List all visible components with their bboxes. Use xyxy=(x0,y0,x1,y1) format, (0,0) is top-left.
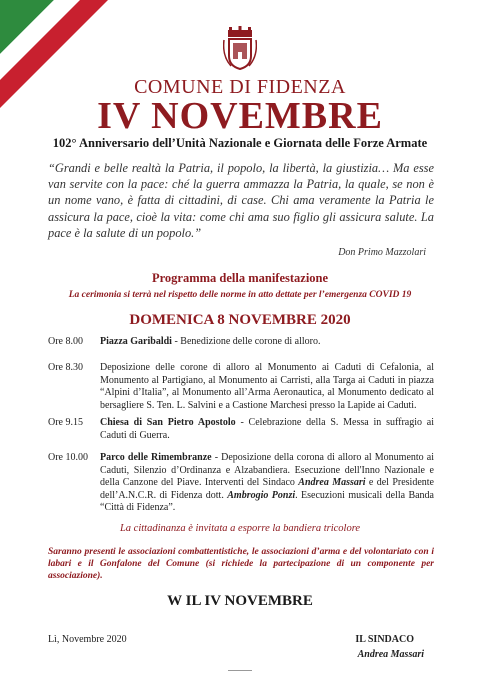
footer-divider xyxy=(228,670,252,671)
event-item xyxy=(48,362,434,412)
mayor-title: IL SINDACO xyxy=(355,634,414,645)
page-title: IV NOVEMBRE xyxy=(97,95,383,137)
program-note: La cerimonia si terrà nel rispetto delle norme in atto dettate per l’emergenza COVID 19 xyxy=(68,290,412,300)
mayor-name: Andrea Massari xyxy=(298,477,366,489)
invitation-text: La cittadinanza è invitata a esporre la bandiera tricolore xyxy=(119,523,361,534)
event-time: Ore 9.15 xyxy=(48,417,83,428)
event-time: Ore 8.00 xyxy=(48,336,83,347)
event-description: e del Presidente dell’A.N.C.R. di Fidenza dott. xyxy=(100,477,434,501)
closing-slogan: W IL IV NOVEMBRE xyxy=(167,593,313,609)
event-description: - Benedizione delle corone di alloro. xyxy=(171,336,321,347)
event-item xyxy=(48,336,434,349)
event-item xyxy=(48,452,434,515)
event-description: - Celebrazione della S. Messa in suffragio ai Caduti di Guerra. xyxy=(100,417,434,441)
page-subtitle: 102° Anniversario dell’Unità Nazionale e Giornata delle Forze Armate xyxy=(52,136,428,150)
event-description: Deposizione delle corone di alloro al Monumento ai Caduti di Cefalonia, al Monumento al Partigiano, al Monumento ai Carristi, alla Targa ai Caduti in piazza “Alpini d’Italia”, al Monumento all’Arma Aeronautica, al Monumento dedicato al bersagliere S. Ten. L. Salvini e a Castione Marchesi presso la Lapide ai Caduti. xyxy=(100,362,434,411)
president-name: Ambrogio Ponzi xyxy=(227,489,296,501)
event-description: . Esecuzioni musicali della Banda “Città di Fidenza”. xyxy=(100,489,434,514)
comune-heading: COMUNE DI FIDENZA xyxy=(134,76,346,98)
event-time: Ore 10.00 xyxy=(48,452,88,463)
city-crest-icon xyxy=(223,26,257,70)
quote-text: “Grandi e belle realtà la Patria, il popolo, la libertà, la giustizia… Ma esse van servite con la pace: ché la guerra ammazza la Patria, la quale, se non è un nome vano, è fatta di cittadini, di case. Chi ama veramente la Patria le assicura la pace, cioè la vita: come chi ama suo figlio gli assicura salute. La pace è la salute di un popolo.” xyxy=(48,161,434,240)
event-date: DOMENICA 8 NOVEMBRE 2020 xyxy=(129,312,351,328)
program-title: Programma della manifestazione xyxy=(151,271,329,285)
event-time: Ore 8.30 xyxy=(48,362,83,373)
place-date: Lì, Novembre 2020 xyxy=(48,634,127,645)
event-item xyxy=(48,417,434,442)
event-place: Parco delle Rimembranze xyxy=(100,452,212,463)
quote-author: Don Primo Mazzolari xyxy=(338,247,426,258)
event-description: - Deposizione della corona di alloro al Monumento ai Caduti, Silenzio d’Ordinanza e Alzabandiera. Esecuzione dell'Inno Nazionale e della Canzone del Piave. Interventi del Sindaco xyxy=(100,452,434,489)
attendance-note: Saranno presenti le associazioni combattentistiche, le associazioni d’arma e del volontariato con i labari e il Gonfalone del Comune (si richiede la partecipazione di un componente per associazione). xyxy=(48,547,434,581)
event-place: Piazza Garibaldi xyxy=(100,336,172,347)
event-place: Chiesa di San Pietro Apostolo xyxy=(100,417,236,428)
mayor-signature-name: Andrea Massari xyxy=(357,649,424,660)
